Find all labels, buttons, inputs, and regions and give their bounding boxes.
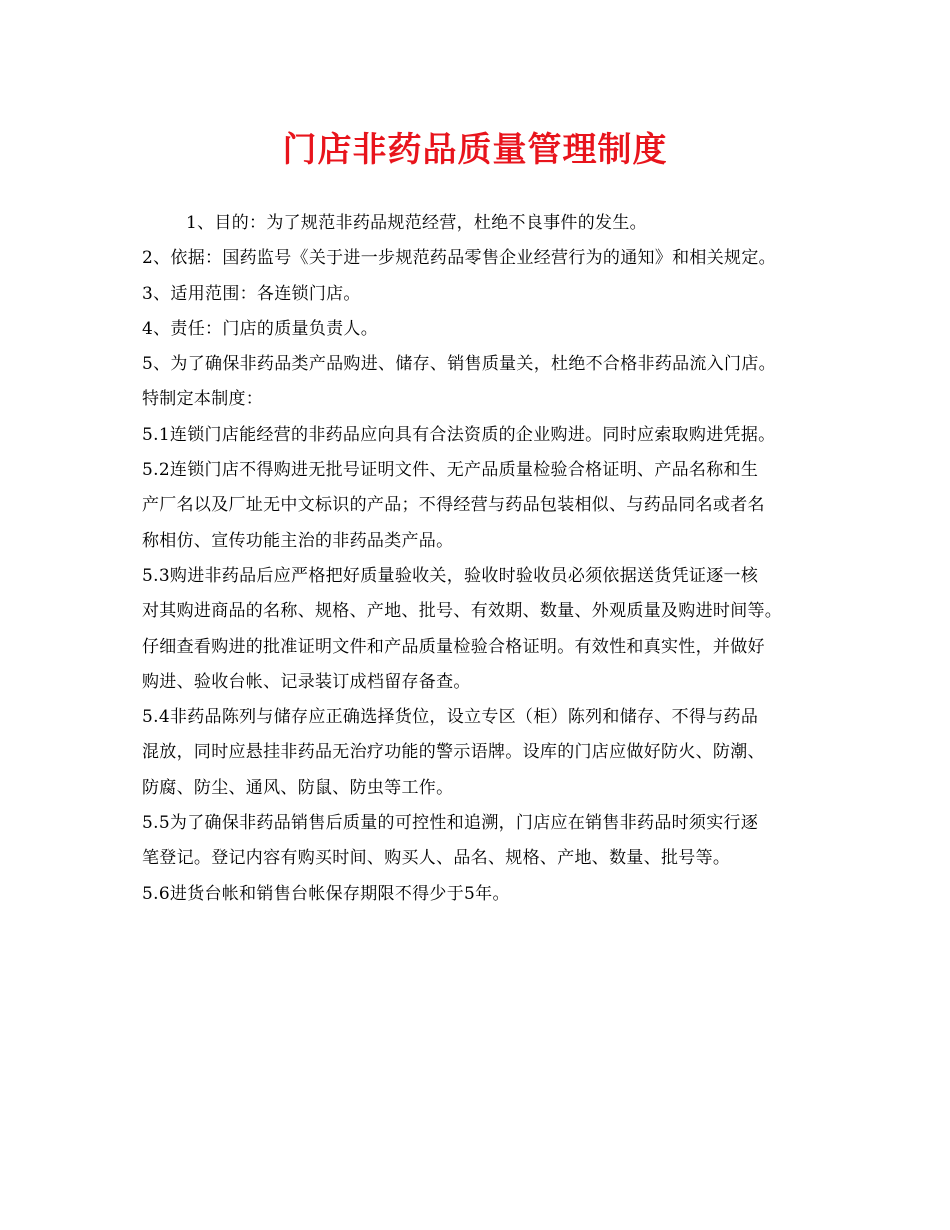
paragraph-line: 3、适用范围：各连锁门店。: [142, 283, 361, 304]
paragraph-line: 5.1连锁门店能经营的非药品应向具有合法资质的企业购进。同时应索取购进凭据。: [142, 424, 776, 445]
paragraph-line: 5、为了确保非药品类产品购进、储存、销售质量关，杜绝不合格非药品流入门店。: [142, 354, 776, 375]
paragraph-line: 5.5为了确保非药品销售后质量的可控性和追溯，门店应在销售非药品时须实行逐: [142, 813, 759, 834]
paragraph-line: 5.4非药品陈列与储存应正确选择货位，设立专区（柜）陈列和储存、不得与药品: [142, 707, 759, 728]
paragraph-line: 笔登记。登记内容有购买时间、购买人、品名、规格、产地、数量、批号等。: [142, 848, 731, 869]
paragraph-line: 2、依据：国药监号《关于进一步规范药品零售企业经营行为的通知》和相关规定。: [142, 248, 776, 269]
paragraph-line: 称相仿、宣传功能主治的非药品类产品。: [142, 530, 454, 551]
paragraph-line: 混放，同时应悬挂非药品无治疗功能的警示语牌。设库的门店应做好防火、防潮、: [142, 742, 765, 763]
paragraph-line: 4、责任：门店的质量负责人。: [142, 318, 379, 339]
document-body: [142, 206, 818, 912]
document-title: 门店非药品质量管理制度: [282, 130, 668, 170]
paragraph-line: 仔细查看购进的批准证明文件和产品质量检验合格证明。有效性和真实性，并做好: [142, 636, 765, 657]
paragraph-line: 产厂名以及厂址无中文标识的产品；不得经营与药品包装相似、与药品同名或者名: [142, 495, 765, 516]
paragraph-line: 特制定本制度：: [142, 389, 264, 410]
paragraph-line: 5.3购进非药品后应严格把好质量验收关，验收时验收员必须依据送货凭证逐一核: [142, 565, 759, 586]
paragraph-line: 对其购进商品的名称、规格、产地、批号、有效期、数量、外观质量及购进时间等。: [142, 601, 783, 622]
paragraph-line: 防腐、防尘、通风、防鼠、防虫等工作。: [142, 777, 454, 798]
paragraph-line: 1、目的：为了规范非药品规范经营，杜绝不良事件的发生。: [186, 213, 647, 233]
paragraph-line: 5.2连锁门店不得购进无批号证明文件、无产品质量检验合格证明、产品名称和生: [142, 460, 759, 481]
paragraph-line: 5.6进货台帐和销售台帐保存期限不得少于5年。: [142, 883, 510, 904]
paragraph-line: 购进、验收台帐、记录装订成档留存备查。: [142, 671, 471, 692]
